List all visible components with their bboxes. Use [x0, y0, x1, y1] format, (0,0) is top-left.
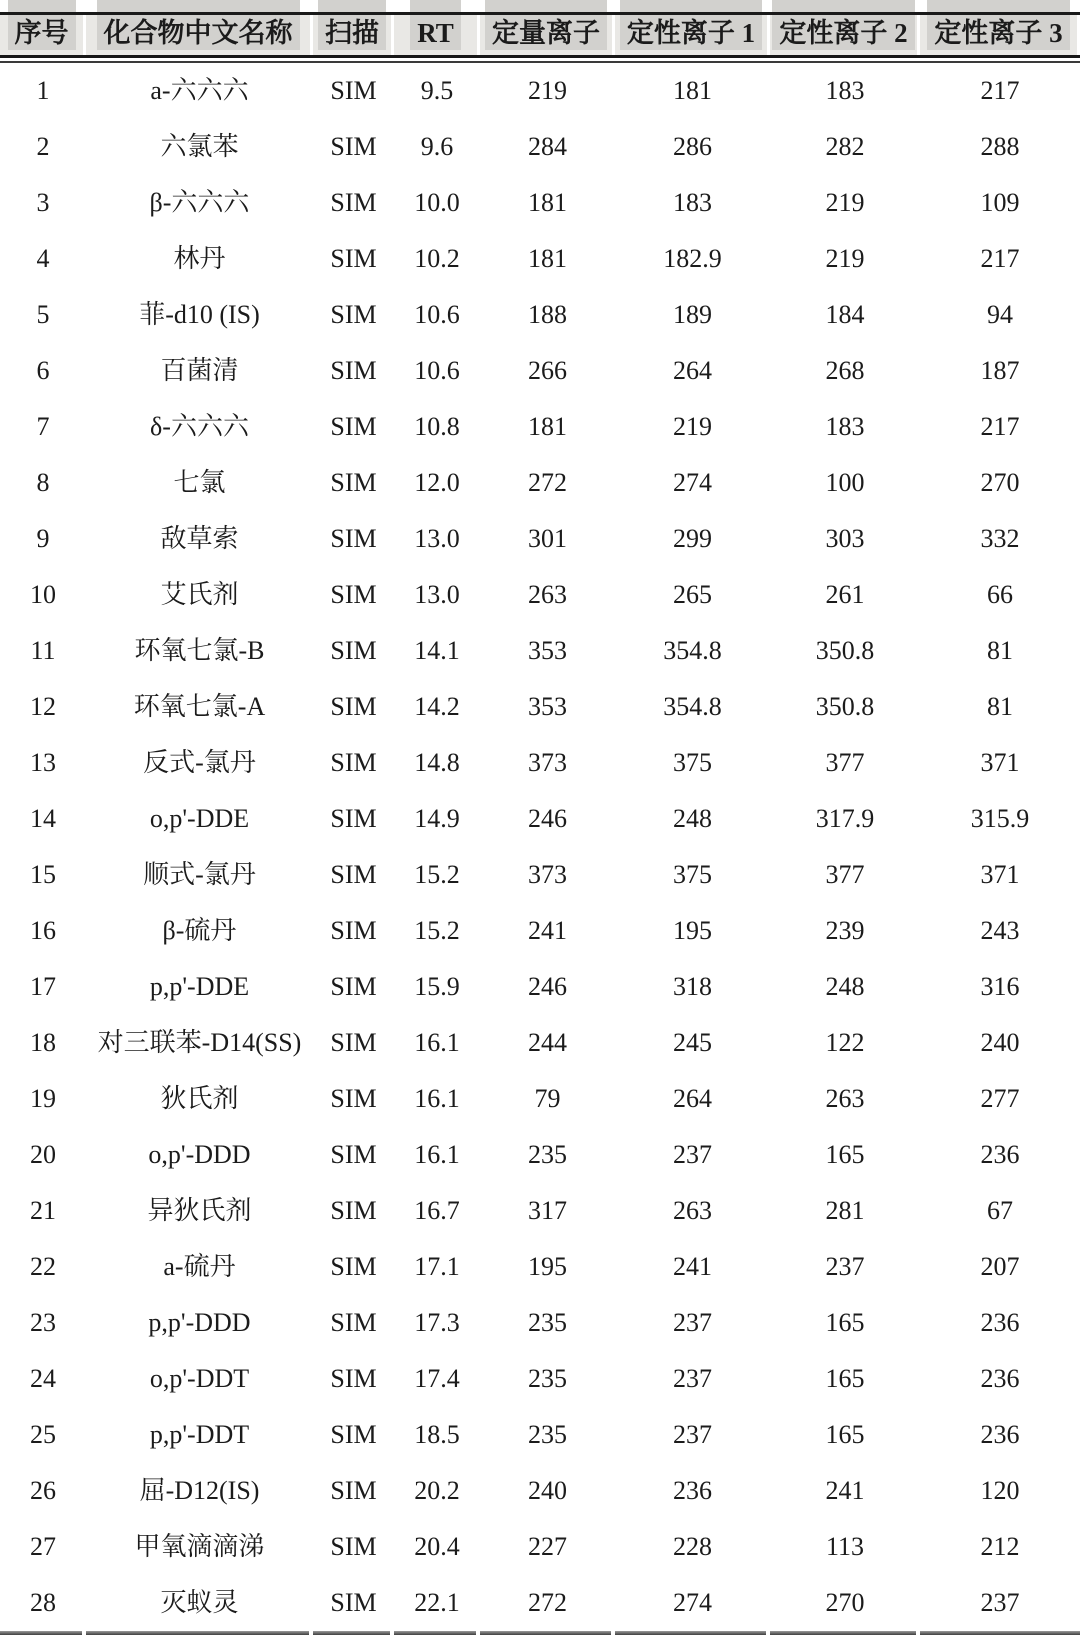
- cell-scan: SIM: [330, 860, 377, 889]
- cell-qual-ion-3: 217: [980, 76, 1020, 105]
- cell-quant-ion: 272: [528, 1588, 567, 1617]
- cell-no: 13: [30, 748, 56, 777]
- cell-rt: 9.5: [420, 76, 454, 105]
- cell-no: 16: [30, 916, 56, 945]
- cell-quant-ion: 266: [528, 356, 567, 385]
- cell-compound-name: 反式-氯丹: [143, 748, 256, 777]
- bottom-rule-segment: [86, 1631, 313, 1635]
- cell-no: 6: [36, 356, 50, 385]
- header-cell-qual-ion-2: [770, 0, 920, 55]
- table-row: [0, 847, 1080, 903]
- cell-rt: 12.0: [414, 468, 460, 497]
- cell-no: 5: [36, 300, 50, 329]
- cell-no: 18: [30, 1028, 56, 1057]
- cell-no: 4: [36, 244, 50, 273]
- cell-scan: SIM: [330, 972, 377, 1001]
- cell-no: 27: [30, 1532, 56, 1561]
- cell-scan: SIM: [330, 1532, 377, 1561]
- cell-rt: 14.2: [414, 692, 460, 721]
- cell-compound-name: p,p'-DDD: [148, 1308, 251, 1337]
- cell-qual-ion-1: 182.9: [663, 244, 722, 273]
- cell-scan: SIM: [330, 1084, 377, 1113]
- cell-qual-ion-2: 239: [825, 916, 865, 945]
- cell-qual-ion-1: 183: [673, 188, 712, 217]
- cell-qual-ion-3: 270: [980, 468, 1020, 497]
- cell-qual-ion-1: 265: [673, 580, 712, 609]
- cell-scan: SIM: [330, 748, 377, 777]
- cell-rt: 22.1: [414, 1588, 460, 1617]
- cell-compound-name: p,p'-DDT: [149, 1420, 250, 1449]
- cell-qual-ion-1: 237: [673, 1308, 712, 1337]
- cell-rt: 13.0: [414, 580, 460, 609]
- cell-qual-ion-3: 236: [980, 1140, 1020, 1169]
- cell-qual-ion-2: 237: [825, 1252, 865, 1281]
- cell-rt: 10.2: [414, 244, 460, 273]
- cell-qual-ion-3: 217: [980, 244, 1020, 273]
- cell-scan: SIM: [330, 76, 377, 105]
- cell-qual-ion-1: 237: [673, 1140, 712, 1169]
- cell-qual-ion-3: 207: [980, 1252, 1020, 1281]
- table-row: [0, 1463, 1080, 1519]
- cell-qual-ion-3: 237: [980, 1588, 1020, 1617]
- cell-qual-ion-2: 248: [825, 972, 865, 1001]
- table-row: [0, 455, 1080, 511]
- cell-scan: SIM: [330, 468, 377, 497]
- table-row: [0, 791, 1080, 847]
- cell-qual-ion-2: 270: [825, 1588, 865, 1617]
- cell-no: 2: [36, 132, 50, 161]
- bottom-rule-segment: [770, 1631, 920, 1635]
- cell-scan: SIM: [330, 1028, 377, 1057]
- cell-no: 15: [30, 860, 56, 889]
- cell-qual-ion-1: 375: [673, 860, 712, 889]
- cell-quant-ion: 219: [528, 76, 567, 105]
- cell-no: 9: [36, 524, 50, 553]
- table-row: [0, 959, 1080, 1015]
- cell-qual-ion-2: 281: [825, 1196, 865, 1225]
- cell-rt: 16.1: [414, 1028, 460, 1057]
- cell-no: 26: [30, 1476, 56, 1505]
- cell-qual-ion-2: 165: [825, 1308, 865, 1337]
- cell-rt: 9.6: [420, 132, 454, 161]
- cell-scan: SIM: [330, 1308, 377, 1337]
- cell-quant-ion: 353: [528, 692, 567, 721]
- cell-quant-ion: 235: [528, 1420, 567, 1449]
- header-cell-qual-ion-3: [920, 0, 1080, 55]
- cell-rt: 20.4: [414, 1532, 460, 1561]
- cell-no: 7: [36, 412, 50, 441]
- cell-qual-ion-1: 354.8: [663, 636, 722, 665]
- cell-qual-ion-3: 236: [980, 1364, 1020, 1393]
- cell-quant-ion: 244: [528, 1028, 567, 1057]
- cell-no: 19: [30, 1084, 56, 1113]
- cell-rt: 17.3: [414, 1308, 460, 1337]
- bottom-rule-segment: [313, 1631, 394, 1635]
- cell-qual-ion-2: 261: [825, 580, 865, 609]
- table-row: [0, 1519, 1080, 1575]
- cell-qual-ion-1: 375: [673, 748, 712, 777]
- cell-scan: SIM: [330, 188, 377, 217]
- cell-no: 25: [30, 1420, 56, 1449]
- cell-qual-ion-3: 81: [987, 636, 1013, 665]
- cell-rt: 14.9: [414, 804, 460, 833]
- cell-qual-ion-2: 183: [825, 76, 865, 105]
- cell-scan: SIM: [330, 1196, 377, 1225]
- cell-qual-ion-1: 318: [673, 972, 712, 1001]
- cell-qual-ion-1: 274: [673, 468, 712, 497]
- cell-scan: SIM: [330, 356, 377, 385]
- cell-qual-ion-2: 268: [825, 356, 865, 385]
- cell-no: 21: [30, 1196, 56, 1225]
- cell-qual-ion-2: 350.8: [815, 692, 875, 721]
- cell-quant-ion: 272: [528, 468, 567, 497]
- cell-scan: SIM: [330, 300, 377, 329]
- cell-rt: 17.4: [414, 1364, 460, 1393]
- cell-qual-ion-2: 282: [825, 132, 865, 161]
- cell-rt: 14.8: [414, 748, 460, 777]
- cell-quant-ion: 195: [528, 1252, 567, 1281]
- cell-qual-ion-1: 264: [673, 1084, 712, 1113]
- header-label-quant-ion: 定量离子: [485, 0, 607, 50]
- table-row: [0, 1295, 1080, 1351]
- cell-rt: 15.2: [414, 916, 460, 945]
- table-row: [0, 1575, 1080, 1631]
- cell-qual-ion-3: 288: [980, 132, 1020, 161]
- cell-qual-ion-1: 189: [673, 300, 712, 329]
- cell-quant-ion: 79: [534, 1084, 561, 1113]
- cell-qual-ion-2: 219: [825, 244, 865, 273]
- cell-qual-ion-3: 332: [980, 524, 1020, 553]
- cell-compound-name: o,p'-DDE: [149, 804, 250, 833]
- cell-qual-ion-2: 350.8: [815, 636, 875, 665]
- cell-no: 28: [30, 1588, 56, 1617]
- cell-scan: SIM: [330, 636, 377, 665]
- cell-no: 12: [30, 692, 56, 721]
- cell-qual-ion-3: 66: [987, 580, 1013, 609]
- header-cell-scan: [313, 0, 394, 55]
- cell-rt: 16.7: [414, 1196, 460, 1225]
- cell-qual-ion-3: 94: [987, 300, 1013, 329]
- header-cell-compound-name: [86, 0, 313, 55]
- cell-compound-name: 环氧七氯-A: [133, 692, 266, 721]
- header-label-qual-ion-2: 定性离子 2: [772, 0, 914, 50]
- cell-compound-name: 菲-d10 (IS): [139, 300, 260, 329]
- cell-qual-ion-2: 122: [825, 1028, 865, 1057]
- cell-quant-ion: 181: [528, 244, 567, 273]
- cell-quant-ion: 188: [528, 300, 567, 329]
- table-row: [0, 735, 1080, 791]
- cell-no: 10: [30, 580, 56, 609]
- cell-compound-name: 甲氧滴滴涕: [134, 1532, 265, 1561]
- cell-compound-name: 百菌清: [160, 356, 239, 385]
- cell-compound-name: o,p'-DDT: [149, 1364, 250, 1393]
- cell-qual-ion-2: 165: [825, 1420, 865, 1449]
- cell-rt: 10.0: [414, 188, 460, 217]
- cell-no: 11: [30, 636, 56, 665]
- header-cell-rt: [394, 0, 480, 55]
- cell-compound-name: 狄氏剂: [160, 1084, 239, 1113]
- cell-qual-ion-2: 303: [825, 524, 865, 553]
- cell-no: 1: [36, 76, 50, 105]
- cell-qual-ion-2: 113: [825, 1532, 865, 1561]
- table-row: [0, 679, 1080, 735]
- cell-rt: 18.5: [414, 1420, 460, 1449]
- header-label-qual-ion-3: 定性离子 3: [927, 0, 1069, 50]
- cell-qual-ion-1: 245: [673, 1028, 712, 1057]
- cell-qual-ion-3: 240: [980, 1028, 1020, 1057]
- cell-quant-ion: 235: [528, 1140, 567, 1169]
- cell-qual-ion-3: 316: [980, 972, 1020, 1001]
- table-row: [0, 511, 1080, 567]
- cell-quant-ion: 373: [528, 860, 567, 889]
- cell-qual-ion-1: 299: [673, 524, 712, 553]
- table-row: [0, 1071, 1080, 1127]
- cell-qual-ion-3: 81: [987, 692, 1013, 721]
- cell-rt: 14.1: [414, 636, 460, 665]
- table-row: [0, 1351, 1080, 1407]
- cell-qual-ion-2: 184: [825, 300, 865, 329]
- table-row: [0, 1015, 1080, 1071]
- cell-compound-name: o,p'-DDD: [148, 1140, 251, 1169]
- cell-compound-name: 异狄氏剂: [147, 1196, 252, 1225]
- cell-no: 24: [30, 1364, 56, 1393]
- cell-rt: 10.6: [414, 300, 460, 329]
- cell-scan: SIM: [330, 1364, 377, 1393]
- cell-compound-name: 敌草索: [160, 524, 239, 553]
- cell-scan: SIM: [330, 244, 377, 273]
- cell-rt: 15.9: [414, 972, 460, 1001]
- cell-qual-ion-2: 263: [825, 1084, 865, 1113]
- cell-qual-ion-3: 315.9: [970, 804, 1030, 833]
- cell-compound-name: β-六六六: [149, 188, 250, 217]
- cell-quant-ion: 181: [528, 412, 567, 441]
- bottom-rule-segment: [394, 1631, 480, 1635]
- cell-qual-ion-3: 109: [980, 188, 1020, 217]
- cell-compound-name: 六氯苯: [160, 132, 239, 161]
- cell-scan: SIM: [330, 132, 377, 161]
- cell-rt: 20.2: [414, 1476, 460, 1505]
- cell-qual-ion-1: 237: [673, 1364, 712, 1393]
- header-cell-no: [0, 0, 86, 55]
- cell-no: 14: [30, 804, 56, 833]
- header-cell-quant-ion: [480, 0, 615, 55]
- cell-compound-name: 对三联苯-D14(SS): [97, 1028, 302, 1057]
- cell-scan: SIM: [330, 1476, 377, 1505]
- table-row: [0, 1183, 1080, 1239]
- cell-no: 3: [36, 188, 50, 217]
- table-row: [0, 903, 1080, 959]
- header-label-compound-name: 化合物中文名称: [97, 0, 300, 50]
- cell-compound-name: δ-六六六: [150, 412, 249, 441]
- cell-compound-name: a-六六六: [150, 76, 249, 105]
- cell-qual-ion-1: 264: [673, 356, 712, 385]
- cell-qual-ion-1: 274: [673, 1588, 712, 1617]
- cell-scan: SIM: [330, 916, 377, 945]
- cell-compound-name: p,p'-DDE: [149, 972, 250, 1001]
- table-row: [0, 175, 1080, 231]
- cell-no: 8: [36, 468, 50, 497]
- cell-scan: SIM: [330, 692, 377, 721]
- cell-qual-ion-1: 228: [673, 1532, 712, 1561]
- table-row: [0, 1127, 1080, 1183]
- cell-qual-ion-1: 236: [673, 1476, 712, 1505]
- cell-no: 20: [30, 1140, 56, 1169]
- cell-no: 17: [30, 972, 56, 1001]
- cell-qual-ion-1: 219: [673, 412, 712, 441]
- cell-qual-ion-1: 241: [673, 1252, 712, 1281]
- cell-quant-ion: 317: [528, 1196, 567, 1225]
- table-row: [0, 119, 1080, 175]
- cell-quant-ion: 353: [528, 636, 567, 665]
- cell-qual-ion-3: 217: [980, 412, 1020, 441]
- table-bottom-rule: [0, 1631, 1080, 1635]
- cell-quant-ion: 240: [528, 1476, 567, 1505]
- cell-compound-name: 屈-D12(IS): [139, 1476, 260, 1505]
- cell-scan: SIM: [330, 412, 377, 441]
- cell-quant-ion: 373: [528, 748, 567, 777]
- table-row: [0, 63, 1080, 119]
- cell-compound-name: 林丹: [173, 244, 226, 273]
- cell-qual-ion-1: 181: [673, 76, 712, 105]
- table-row: [0, 343, 1080, 399]
- table-header-row: [0, 0, 1080, 55]
- cell-qual-ion-2: 241: [825, 1476, 865, 1505]
- table-row: [0, 399, 1080, 455]
- cell-qual-ion-2: 377: [825, 860, 865, 889]
- bottom-rule-segment: [615, 1631, 770, 1635]
- cell-rt: 15.2: [414, 860, 460, 889]
- cell-qual-ion-3: 243: [980, 916, 1020, 945]
- cell-qual-ion-2: 165: [825, 1364, 865, 1393]
- cell-compound-name: 灭蚁灵: [160, 1588, 239, 1617]
- cell-rt: 16.1: [414, 1140, 460, 1169]
- cell-scan: SIM: [330, 804, 377, 833]
- cell-qual-ion-3: 236: [980, 1308, 1020, 1337]
- cell-qual-ion-1: 237: [673, 1420, 712, 1449]
- cell-rt: 10.8: [414, 412, 460, 441]
- cell-qual-ion-1: 195: [673, 916, 712, 945]
- cell-rt: 16.1: [414, 1084, 460, 1113]
- cell-qual-ion-2: 100: [825, 468, 865, 497]
- cell-quant-ion: 235: [528, 1308, 567, 1337]
- cell-rt: 13.0: [414, 524, 460, 553]
- bottom-rule-segment: [0, 1631, 86, 1635]
- cell-quant-ion: 227: [528, 1532, 567, 1561]
- cell-qual-ion-2: 183: [825, 412, 865, 441]
- cell-quant-ion: 246: [528, 972, 567, 1001]
- cell-scan: SIM: [330, 1420, 377, 1449]
- cell-quant-ion: 301: [528, 524, 567, 553]
- cell-no: 22: [30, 1252, 56, 1281]
- table-row: [0, 1239, 1080, 1295]
- cell-compound-name: 顺式-氯丹: [143, 860, 256, 889]
- cell-scan: SIM: [330, 1588, 377, 1617]
- cell-rt: 17.1: [414, 1252, 460, 1281]
- bottom-rule-segment: [920, 1631, 1080, 1635]
- cell-no: 23: [30, 1308, 56, 1337]
- cell-compound-name: 环氧七氯-B: [134, 636, 265, 665]
- table-row: [0, 1407, 1080, 1463]
- cell-scan: SIM: [330, 1252, 377, 1281]
- cell-scan: SIM: [330, 580, 377, 609]
- cell-qual-ion-3: 277: [980, 1084, 1020, 1113]
- cell-quant-ion: 181: [528, 188, 567, 217]
- cell-qual-ion-3: 67: [987, 1196, 1013, 1225]
- cell-quant-ion: 284: [528, 132, 567, 161]
- cell-qual-ion-3: 371: [980, 748, 1020, 777]
- cell-rt: 10.6: [414, 356, 460, 385]
- header-label-no: 序号: [8, 0, 76, 50]
- cell-qual-ion-2: 165: [825, 1140, 865, 1169]
- cell-qual-ion-2: 219: [825, 188, 865, 217]
- cell-quant-ion: 235: [528, 1364, 567, 1393]
- header-cell-qual-ion-1: [615, 0, 770, 55]
- cell-qual-ion-3: 120: [980, 1476, 1020, 1505]
- cell-qual-ion-1: 248: [673, 804, 712, 833]
- header-label-rt: RT: [410, 0, 461, 50]
- cell-compound-name: 艾氏剂: [160, 580, 239, 609]
- table-row: [0, 231, 1080, 287]
- cell-compound-name: a-硫丹: [163, 1252, 236, 1281]
- cell-scan: SIM: [330, 1140, 377, 1169]
- header-label-qual-ion-1: 定性离子 1: [620, 0, 762, 50]
- table-top-rule: [0, 12, 1080, 15]
- cell-qual-ion-3: 212: [980, 1532, 1020, 1561]
- cell-qual-ion-2: 317.9: [815, 804, 875, 833]
- cell-scan: SIM: [330, 524, 377, 553]
- cell-qual-ion-2: 377: [825, 748, 865, 777]
- cell-quant-ion: 263: [528, 580, 567, 609]
- cell-qual-ion-1: 354.8: [663, 692, 722, 721]
- table-row: [0, 287, 1080, 343]
- header-label-scan: 扫描: [318, 0, 386, 50]
- cell-compound-name: 七氯: [173, 468, 226, 497]
- cell-qual-ion-1: 286: [673, 132, 712, 161]
- bottom-rule-segment: [480, 1631, 615, 1635]
- cell-qual-ion-1: 263: [673, 1196, 712, 1225]
- cell-compound-name: β-硫丹: [162, 916, 237, 945]
- table-row: [0, 567, 1080, 623]
- cell-qual-ion-3: 187: [980, 356, 1020, 385]
- cell-qual-ion-3: 371: [980, 860, 1020, 889]
- cell-qual-ion-3: 236: [980, 1420, 1020, 1449]
- table-row: [0, 623, 1080, 679]
- table-body: [0, 63, 1080, 1631]
- cell-quant-ion: 246: [528, 804, 567, 833]
- cell-quant-ion: 241: [528, 916, 567, 945]
